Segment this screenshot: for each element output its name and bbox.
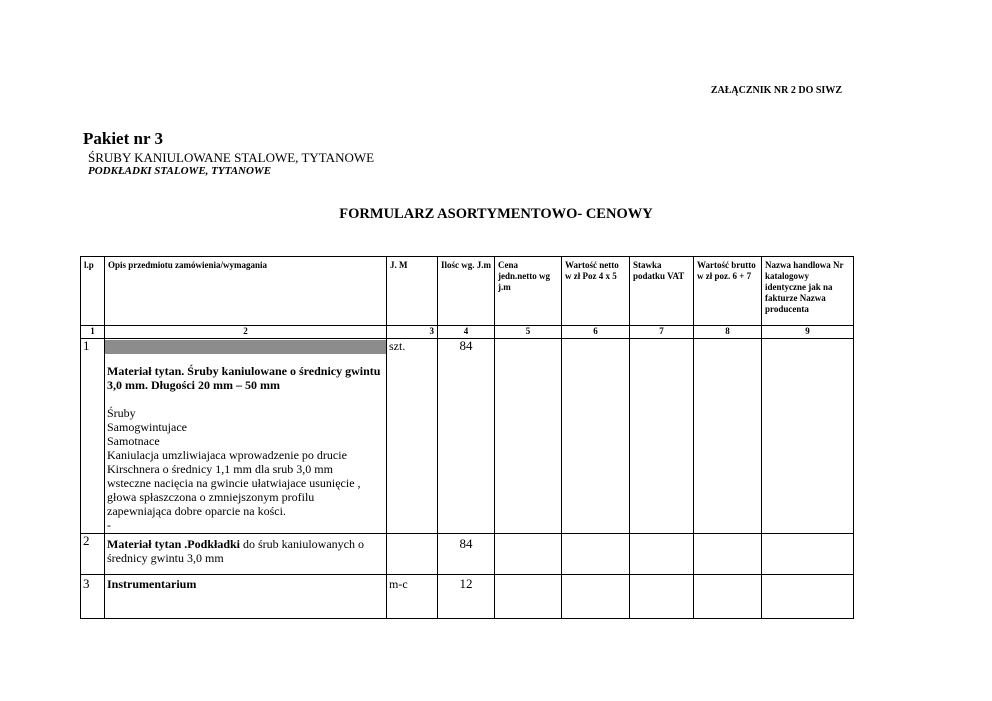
form-title: FORMULARZ ASORTYMENTOWO- CENOWY <box>339 206 653 222</box>
row-description-bold: Materiał tytan. Śruby kaniulowane o średnicy gwintu 3,0 mm. Długości 20 mm – 50 mm <box>107 364 381 392</box>
column-number: 6 <box>562 326 630 339</box>
column-number-row <box>81 326 854 339</box>
cell-net-value[interactable] <box>562 339 630 534</box>
row-description <box>105 339 387 534</box>
row-description <box>105 534 387 575</box>
cell-trade-name[interactable] <box>762 534 854 575</box>
description-line: wsteczne nacięcia na gwincie ułatwiajace usunięcie , głowa spłaszczona o zmniejszonym profilu <box>107 476 361 504</box>
row-unit <box>387 534 438 575</box>
row-description-bold: Instrumentarium <box>107 577 197 591</box>
header-trade-name: Nazwa handlowa Nr katalogowy identyczne jak na fakturze Nazwa producenta <box>762 257 854 326</box>
header-lp: l.p <box>81 257 105 326</box>
price-form-table <box>80 256 854 619</box>
column-number: 1 <box>81 326 105 339</box>
header-description: Opis przedmiotu zamówienia/wymagania <box>105 257 387 326</box>
cell-vat-rate[interactable] <box>630 534 694 575</box>
column-number: 2 <box>105 326 387 339</box>
row-quantity: 84 <box>438 339 495 534</box>
row-quantity: 84 <box>438 534 495 575</box>
cell-vat-rate[interactable] <box>630 575 694 619</box>
row-description-list <box>107 406 384 532</box>
header-quantity: Ilośc wg. J.m <box>438 257 495 326</box>
column-number: 7 <box>630 326 694 339</box>
table-header-row <box>81 257 854 326</box>
header-net-value: Wartość netto w zł Poz 4 x 5 <box>562 257 630 326</box>
redacted-bar <box>105 340 386 354</box>
column-number: 4 <box>438 326 495 339</box>
header-gross-value: Wartość brutto w zł poz. 6 + 7 <box>694 257 762 326</box>
cell-unit-price[interactable] <box>495 339 562 534</box>
subtitle-screws: ŚRUBY KANIULOWANE STALOWE, TYTANOWE <box>88 150 375 165</box>
table-row <box>81 534 854 575</box>
row-description <box>105 575 387 619</box>
page-title: Pakiet nr 3 <box>83 129 163 148</box>
row-unit: szt. <box>387 339 438 534</box>
header-vat-rate: Stawka podatku VAT <box>630 257 694 326</box>
description-line: Samogwintujace <box>107 420 187 434</box>
row-lp: 2 <box>81 534 105 575</box>
row-description-bold: Materiał tytan .Podkładki <box>107 537 241 551</box>
cell-gross-value[interactable] <box>694 339 762 534</box>
row-unit: m-c <box>387 575 438 619</box>
row-lp: 1 <box>81 339 105 534</box>
cell-gross-value[interactable] <box>694 534 762 575</box>
column-number: 3 <box>387 326 438 339</box>
column-number: 9 <box>762 326 854 339</box>
column-number: 5 <box>495 326 562 339</box>
cell-unit-price[interactable] <box>495 534 562 575</box>
annex-label: ZAŁĄCZNIK NR 2 DO SIWZ <box>710 85 842 96</box>
table-row <box>81 575 854 619</box>
cell-unit-price[interactable] <box>495 575 562 619</box>
header-unit-price: Cena jedn.netto wg j.m <box>495 257 562 326</box>
subtitle-washers: PODKŁADKI STALOWE, TYTANOWE <box>88 165 272 177</box>
cell-trade-name[interactable] <box>762 575 854 619</box>
cell-net-value[interactable] <box>562 534 630 575</box>
row-lp: 3 <box>81 575 105 619</box>
description-line: zapewniająca dobre oparcie na kości. <box>107 504 286 518</box>
cell-trade-name[interactable] <box>762 339 854 534</box>
row-description-rest: do śrub kaniulowanych o średnicy gwintu 3,0 mm <box>107 537 364 565</box>
description-line: Samotnace <box>107 434 160 448</box>
row-quantity: 12 <box>438 575 495 619</box>
cell-net-value[interactable] <box>562 575 630 619</box>
table-row <box>81 339 854 534</box>
column-number: 8 <box>694 326 762 339</box>
description-line: Śruby <box>107 406 136 420</box>
header-unit: J. M <box>387 257 438 326</box>
cell-gross-value[interactable] <box>694 575 762 619</box>
description-line: - <box>107 518 111 532</box>
description-line: Kaniulacja umzliwiajaca wprowadzenie po drucie Kirschnera o średnicy 1,1 mm dla srub 3,0 mm <box>107 448 347 476</box>
cell-vat-rate[interactable] <box>630 339 694 534</box>
